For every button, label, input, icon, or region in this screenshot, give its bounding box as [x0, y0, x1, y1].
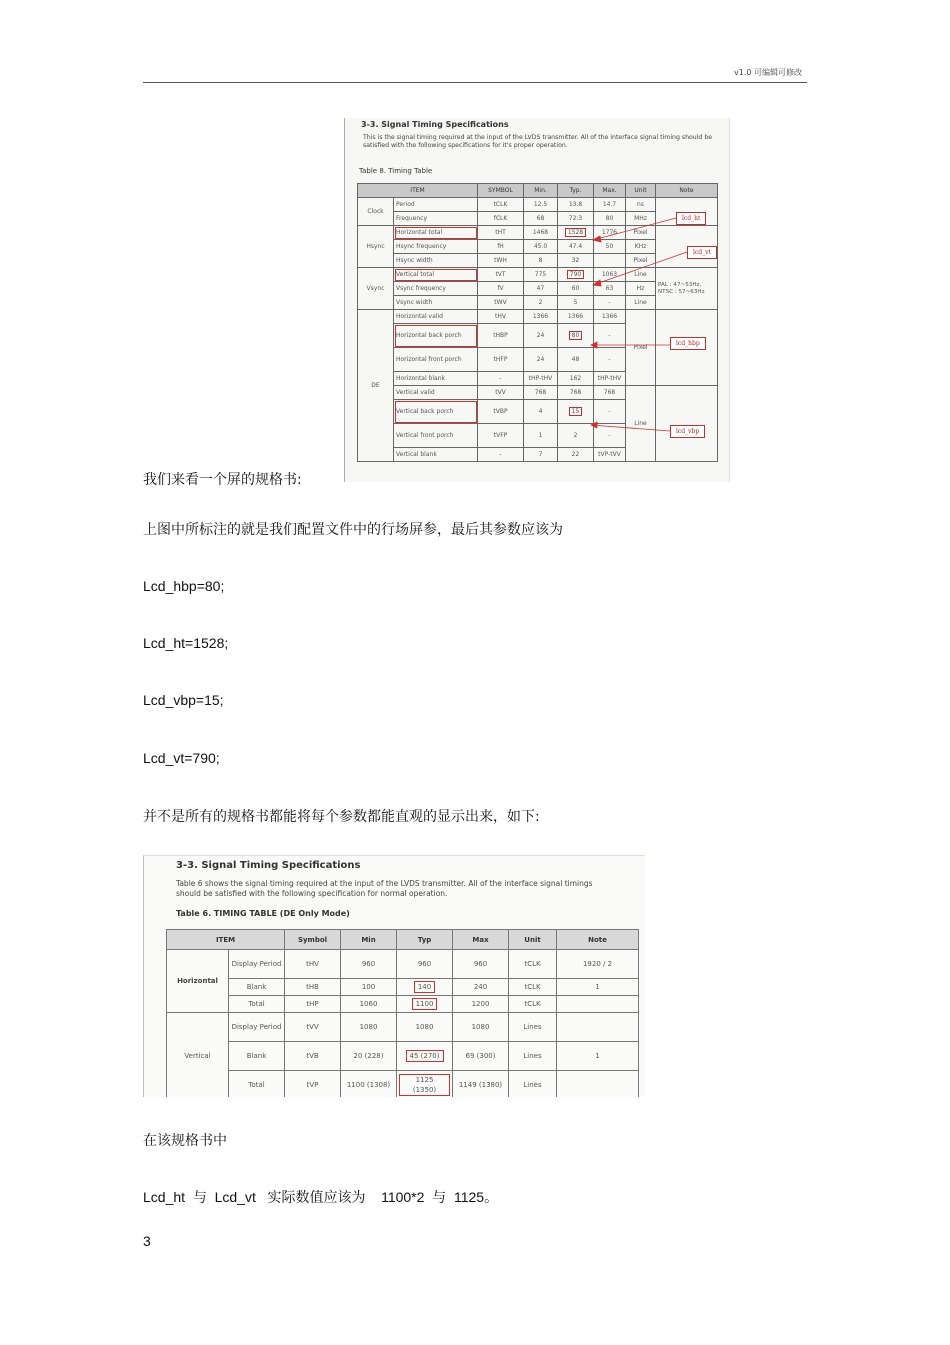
row-symbol: tVT: [478, 268, 524, 282]
row-symbol: tHV: [478, 310, 524, 324]
row-max: -: [594, 348, 626, 372]
row-symbol: tHP: [285, 996, 341, 1013]
row-symbol: fH: [478, 240, 524, 254]
row-symbol: tVP: [285, 1071, 341, 1098]
row-min: 24: [524, 324, 558, 348]
row-typ: 32: [558, 254, 594, 268]
table-caption: Table 6. TIMING TABLE (DE Only Mode): [176, 909, 350, 918]
row-symbol: tHBP: [478, 324, 524, 348]
row-max: 1149 (1380): [453, 1071, 509, 1098]
row-unit: MHz: [626, 212, 656, 226]
row-max: 768: [594, 386, 626, 400]
row-typ: 13.8: [558, 198, 594, 212]
row-item: Vertical total: [394, 268, 478, 282]
row-symbol: tCLK: [478, 198, 524, 212]
row-item: Total: [229, 1071, 285, 1098]
row-unit: KHz: [626, 240, 656, 254]
table-row: [167, 996, 639, 1013]
row-min: tHP-tHV: [524, 372, 558, 386]
arrow-ht-head: [593, 236, 601, 242]
row-unit: Line: [626, 268, 656, 282]
paragraph-3: 在该规格书中: [143, 1133, 227, 1149]
group-vsync: Vsync: [358, 268, 394, 310]
group-vertical: Vertical: [167, 1013, 229, 1098]
row-min: 1468: [524, 226, 558, 240]
row-min: 47: [524, 282, 558, 296]
header-min: Min.: [524, 184, 558, 198]
row-symbol: tVB: [285, 1042, 341, 1071]
row-symbol: fCLK: [478, 212, 524, 226]
row-symbol: tVV: [285, 1013, 341, 1042]
highlight-vtotal-typ: 1125 (1350): [399, 1074, 450, 1096]
row-note: 1920 / 2: [557, 950, 639, 979]
row-item: Horizontal front porch: [394, 348, 478, 372]
row-unit: ns: [626, 198, 656, 212]
row-item: Period: [394, 198, 478, 212]
header-unit: Unit: [626, 184, 656, 198]
group-clock: Clock: [358, 198, 394, 226]
page-header: [143, 64, 807, 83]
row-symbol: tWH: [478, 254, 524, 268]
row-max: 1366: [594, 310, 626, 324]
row-max: 50: [594, 240, 626, 254]
row-item: Total: [229, 996, 285, 1013]
row-note: [557, 996, 639, 1013]
timing-table-2: [166, 929, 639, 1097]
row-typ: [397, 979, 453, 996]
row-item: Vertical front porch: [394, 424, 478, 448]
row-symbol: tHT: [478, 226, 524, 240]
row-symbol: tHV: [285, 950, 341, 979]
row-symbol: tVFP: [478, 424, 524, 448]
row-unit: Lines: [509, 1071, 557, 1098]
row-item: Display Period: [229, 950, 285, 979]
row-max: 80: [594, 212, 626, 226]
figure-description: Table 6 shows the signal timing required at the input of the LVDS transmitter. All of the interface signal timings should be satisfied with the following specification for normal operation.: [176, 879, 593, 898]
paragraph-4: Lcd_ht 与 Lcd_vt 实际数值应该为 1100*2 与 1125。: [143, 1189, 499, 1205]
row-item: Hsync width: [394, 254, 478, 268]
row-typ: [397, 1042, 453, 1071]
row-min: 1: [524, 424, 558, 448]
table-row: [167, 1071, 639, 1098]
row-typ: 48: [558, 348, 594, 372]
row-unit: tCLK: [509, 950, 557, 979]
row-min: 775: [524, 268, 558, 282]
row-max: 960: [453, 950, 509, 979]
note-vsync: PAL : 47~53Hz, NTSC : 57~63Hz: [656, 268, 718, 310]
row-item: Vsync width: [394, 296, 478, 310]
header-symbol: Symbol: [285, 930, 341, 950]
highlight-ht: 1528: [565, 228, 586, 237]
row-unit: Lines: [509, 1042, 557, 1071]
table-row: [167, 950, 639, 979]
row-max: -: [594, 324, 626, 348]
page-number: 3: [143, 1233, 151, 1249]
annotation-arrows: [345, 118, 729, 482]
row-typ: 2: [558, 424, 594, 448]
table-caption: Table 8. Timing Table: [359, 167, 433, 175]
row-unit: Pixel: [626, 226, 656, 240]
row-max: 69 (300): [453, 1042, 509, 1071]
row-item: Frequency: [394, 212, 478, 226]
row-min: 45.0: [524, 240, 558, 254]
paragraph-2: 并不是所有的规格书都能将每个参数都能直观的显示出来，如下:: [143, 809, 540, 825]
row-note: [557, 1071, 639, 1098]
row-note: [557, 1013, 639, 1042]
unit-pixel: Pixel: [626, 310, 656, 386]
table-row: [167, 1013, 639, 1042]
row-max: 1063: [594, 268, 626, 282]
row-max: tVP-tVV: [594, 448, 626, 462]
row-max: -: [594, 400, 626, 424]
header-item: ITEM: [358, 184, 478, 198]
label-lcd-vt: lcd_vt: [687, 246, 717, 259]
row-typ: [397, 1071, 453, 1098]
row-min: 1100 (1308): [341, 1071, 397, 1098]
row-max: 14.7: [594, 198, 626, 212]
row-min: 1080: [341, 1013, 397, 1042]
arrow-vt-line: [593, 252, 687, 285]
row-min: 24: [524, 348, 558, 372]
unit-line: Line: [626, 386, 656, 462]
row-min: 20 (228): [341, 1042, 397, 1071]
arrow-hbp-head: [591, 342, 597, 348]
arrow-ht-line: [593, 218, 676, 240]
row-unit: Hz: [626, 282, 656, 296]
row-min: 68: [524, 212, 558, 226]
header-min: Min: [341, 930, 397, 950]
label-lcd-ht: lcd_ht: [676, 212, 706, 225]
row-max: -: [594, 296, 626, 310]
row-min: 100: [341, 979, 397, 996]
figure-description: This is the signal timing required at the input of the LVDS transmitter. All of the interface signal timing should be satisfied with the following specifications for it's proper operation.: [363, 134, 713, 149]
row-typ: 47.4: [558, 240, 594, 254]
figure-section-title: 3-3. Signal Timing Specifications: [176, 860, 361, 871]
timing-spec-figure-2: [143, 855, 645, 1097]
row-item: Horizontal back porch: [394, 324, 478, 348]
row-typ: 1080: [397, 1013, 453, 1042]
label-lcd-hbp: lcd_hbp: [670, 337, 706, 350]
param-vt: Lcd_vt=790;: [143, 750, 220, 766]
group-hsync: Hsync: [358, 226, 394, 268]
header-max: Max.: [594, 184, 626, 198]
header-note: Note: [656, 184, 718, 198]
row-typ: 1366: [558, 310, 594, 324]
row-max: 1200: [453, 996, 509, 1013]
row-min: 2: [524, 296, 558, 310]
param-vbp: Lcd_vbp=15;: [143, 692, 224, 708]
row-symbol: tVV: [478, 386, 524, 400]
table-row: [167, 979, 639, 996]
row-min: 4: [524, 400, 558, 424]
row-min: 1060: [341, 996, 397, 1013]
row-item: Display Period: [229, 1013, 285, 1042]
row-max: 240: [453, 979, 509, 996]
paragraph-1: 上图中所标注的就是我们配置文件中的行场屏参，最后其参数应该为: [143, 522, 563, 538]
row-item: Hsync frequency: [394, 240, 478, 254]
row-item: Horizontal blank: [394, 372, 478, 386]
row-max: 63: [594, 282, 626, 296]
table-row: [167, 1042, 639, 1071]
row-min: 768: [524, 386, 558, 400]
highlight-vt: 790: [567, 270, 584, 279]
row-note: 1: [557, 979, 639, 996]
highlight-blank-typ: 140: [414, 981, 435, 993]
row-min: 12.5: [524, 198, 558, 212]
row-max: tHP-tHV: [594, 372, 626, 386]
header-unit: Unit: [509, 930, 557, 950]
timing-spec-figure-1: [344, 118, 730, 482]
param-ht: Lcd_ht=1528;: [143, 635, 229, 651]
highlight-vbp: 15: [569, 407, 583, 416]
row-item: Vsync frequency: [394, 282, 478, 296]
row-symbol: -: [478, 372, 524, 386]
arrow-vbp-head: [591, 422, 597, 428]
row-item: Blank: [229, 979, 285, 996]
row-symbol: tVBP: [478, 400, 524, 424]
row-item: Vertical valid: [394, 386, 478, 400]
row-max: 1776: [594, 226, 626, 240]
header-typ: Typ: [397, 930, 453, 950]
table-header-row: [167, 930, 639, 950]
header-typ: Typ.: [558, 184, 594, 198]
intro-text: 我们来看一个屏的规格书:: [143, 472, 302, 488]
row-typ: 768: [558, 386, 594, 400]
version-label: v1.0 可编辑可修改: [734, 68, 802, 77]
row-item: Horizontal total: [394, 226, 478, 240]
row-max: -: [594, 424, 626, 448]
row-max: 1080: [453, 1013, 509, 1042]
row-symbol: tHB: [285, 979, 341, 996]
row-symbol: fV: [478, 282, 524, 296]
label-lcd-vbp: lcd_vbp: [670, 425, 705, 438]
header-max: Max: [453, 930, 509, 950]
row-note: 1: [557, 1042, 639, 1071]
row-typ: [397, 996, 453, 1013]
row-unit: Lines: [509, 1013, 557, 1042]
group-de: DE: [358, 310, 394, 462]
row-typ: 72.3: [558, 212, 594, 226]
row-symbol: -: [478, 448, 524, 462]
row-symbol: tHFP: [478, 348, 524, 372]
highlight-total-typ: 1100: [412, 998, 438, 1010]
header-note: Note: [557, 930, 639, 950]
row-symbol: tWV: [478, 296, 524, 310]
header-symbol: SYMBOL: [478, 184, 524, 198]
arrow-vbp-line: [591, 425, 670, 431]
header-item: ITEM: [167, 930, 285, 950]
row-typ: 162: [558, 372, 594, 386]
row-unit: tCLK: [509, 996, 557, 1013]
highlight-hbp: 80: [569, 331, 583, 340]
row-unit: tCLK: [509, 979, 557, 996]
param-hbp: Lcd_hbp=80;: [143, 578, 225, 594]
row-item: Horizontal valid: [394, 310, 478, 324]
row-min: 8: [524, 254, 558, 268]
group-horizontal: Horizontal: [167, 950, 229, 1013]
row-typ: 5: [558, 296, 594, 310]
row-min: 1366: [524, 310, 558, 324]
row-typ: 60: [558, 282, 594, 296]
row-min: 960: [341, 950, 397, 979]
row-typ: 960: [397, 950, 453, 979]
row-item: Vertical blank: [394, 448, 478, 462]
row-item: Vertical back porch: [394, 400, 478, 424]
row-unit: Pixel: [626, 254, 656, 268]
row-min: 7: [524, 448, 558, 462]
row-typ: 22: [558, 448, 594, 462]
row-unit: Line: [626, 296, 656, 310]
highlight-vblank-typ: 45 (270): [406, 1050, 444, 1062]
arrow-vt-head: [593, 280, 601, 286]
figure-section-title: 3-3. Signal Timing Specifications: [361, 120, 509, 129]
row-item: Blank: [229, 1042, 285, 1071]
